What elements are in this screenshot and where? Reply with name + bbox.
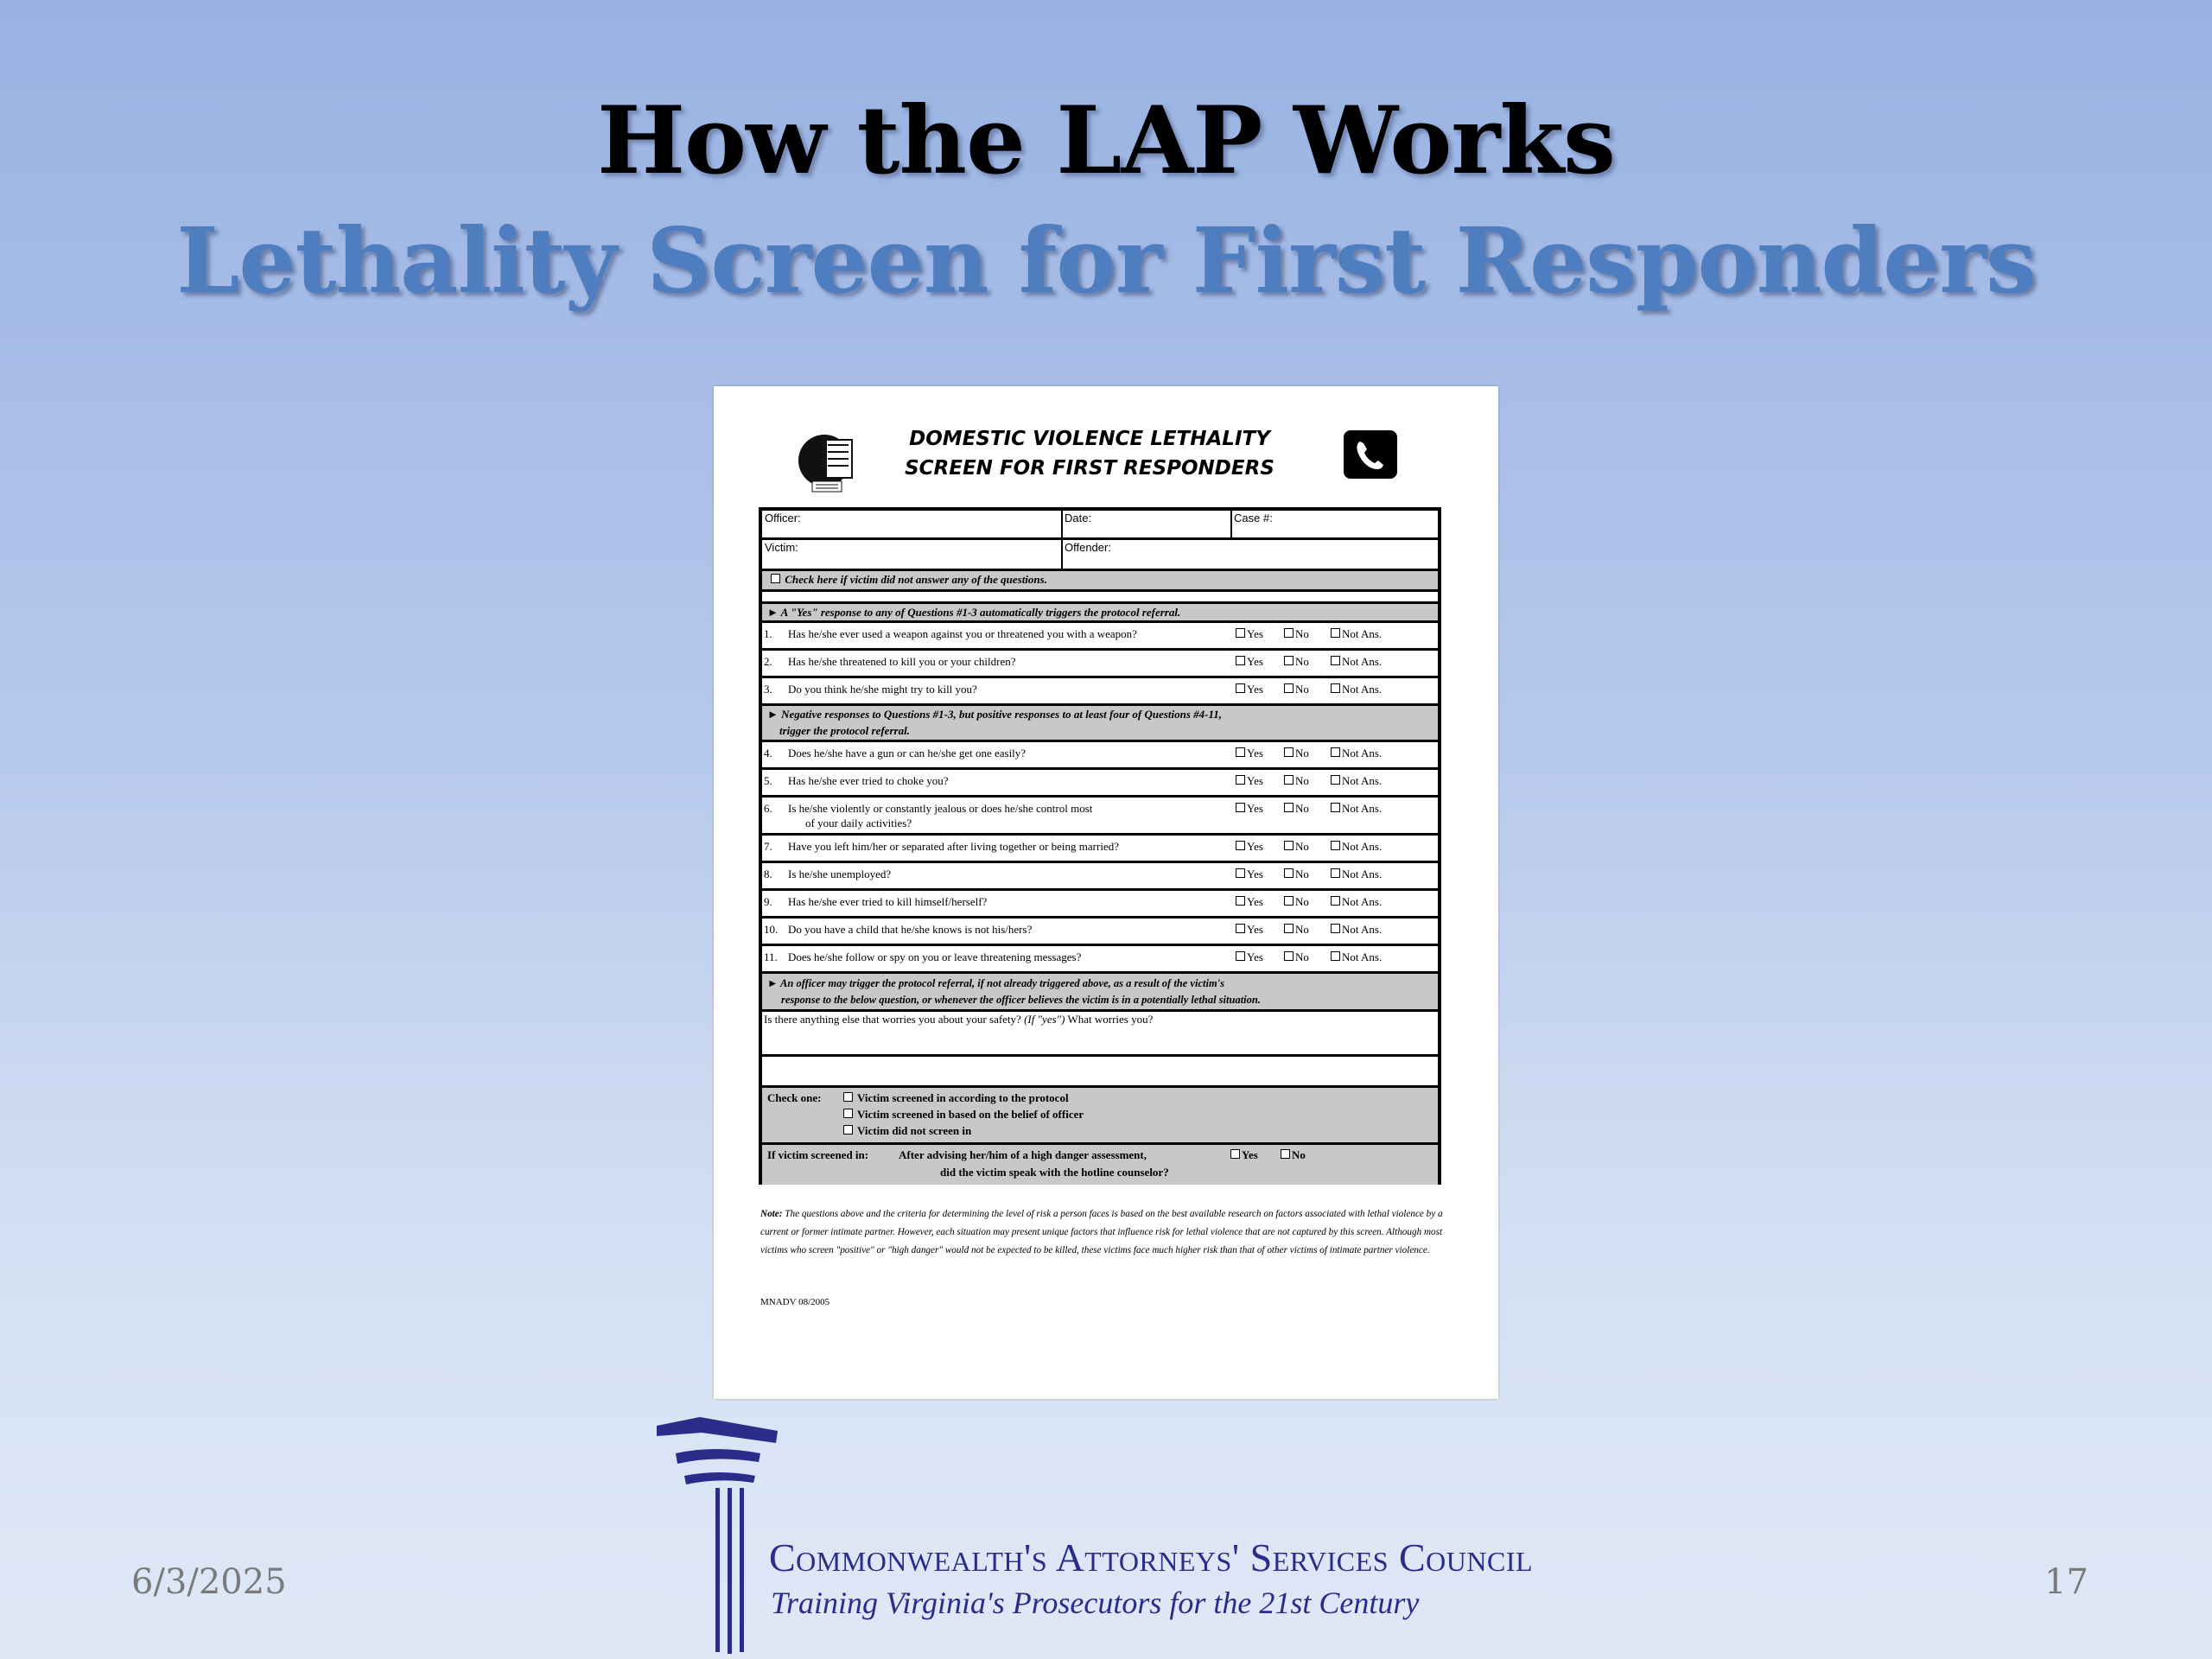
question-text: Have you left him/her or separated after living together or being married? (788, 840, 1119, 853)
answer-option-no[interactable] (1284, 627, 1309, 641)
checkbox-icon[interactable] (1284, 803, 1294, 812)
check-one-option-1: Victim screened in according to the protocol (857, 1091, 1069, 1104)
form-title-line2: SCREEN FOR FIRST RESPONDERS (905, 457, 1274, 480)
checkbox-icon[interactable] (1331, 683, 1340, 693)
answer-option-label: Not Ans. (1342, 868, 1382, 880)
checkbox-icon[interactable] (1331, 775, 1340, 785)
question-number: 7. (764, 840, 772, 853)
answer-option-no[interactable] (1284, 683, 1309, 696)
answer-option-label: Not Ans. (1342, 747, 1382, 760)
form-title-line1: DOMESTIC VIOLENCE LETHALITY (909, 428, 1270, 450)
form-title (887, 424, 1293, 483)
question-text: Has he/she ever tried to kill himself/herself? (788, 895, 988, 908)
question-row (762, 623, 1438, 651)
answer-option-label: Yes (1247, 774, 1263, 787)
question-row (762, 918, 1438, 946)
screened-in-q-line2: did the victim speak with the hotline counselor? (940, 1166, 1169, 1179)
checkbox-icon[interactable] (1236, 775, 1245, 785)
checkbox-icon[interactable] (1284, 924, 1294, 933)
checkbox-icon[interactable] (1331, 841, 1340, 850)
answer-option-label: No (1295, 747, 1309, 760)
checkbox-icon[interactable] (1236, 841, 1245, 850)
answer-option-yes[interactable] (1236, 627, 1263, 641)
checkbox-icon[interactable] (1331, 868, 1340, 878)
answer-option-not-ans[interactable] (1331, 950, 1382, 964)
worries-row (762, 1012, 1438, 1057)
question-text: Does he/she follow or spy on you or leave threatening messages? (788, 950, 1082, 963)
answer-option-yes[interactable] (1236, 683, 1263, 696)
answer-option-not-ans[interactable] (1331, 774, 1382, 788)
screened-in-q-line1: After advising her/him of a high danger assessment, (899, 1148, 1147, 1161)
question-row (762, 770, 1438, 798)
checkbox-icon[interactable] (1331, 951, 1340, 961)
screened-in-row (762, 1145, 1438, 1185)
checkbox-icon[interactable] (1284, 683, 1294, 693)
no-answer-text: Check here if victim did not answer any of the questions. (785, 573, 1047, 586)
question-number: 2. (764, 655, 772, 668)
answer-option-not-ans[interactable] (1331, 683, 1382, 696)
checkbox-icon[interactable] (1331, 896, 1340, 906)
phone-icon (1343, 429, 1398, 480)
answer-option-label: Not Ans. (1342, 840, 1382, 853)
slide-date: 6/3/2025 (131, 1562, 287, 1602)
answer-option-yes[interactable] (1236, 655, 1263, 669)
org-name: Commonwealth's Attorneys' Services Council (769, 1535, 1534, 1580)
question-number: 1. (764, 627, 772, 640)
form-footer-code: MNADV 08/2005 (760, 1297, 830, 1307)
form-row-victim (762, 540, 1438, 571)
answer-option-label: Yes (1247, 627, 1263, 640)
answer-option-label: Not Ans. (1342, 774, 1382, 787)
section3-header: ► An officer may trigger the protocol referral, if not already triggered above, as a result of the victim's response to the below question, or whenever the officer believes the victim is in a potentially lethal situation. (762, 974, 1438, 1012)
question-number: 3. (764, 683, 772, 696)
question-row (762, 863, 1438, 891)
section3-header-line1: An officer may trigger the protocol referral, if not already triggered above, as a result of the victim's (780, 977, 1225, 989)
question-text: Has he/she threatened to kill you or your children? (788, 655, 1016, 668)
checkbox-icon[interactable] (1236, 747, 1245, 757)
answer-option-not-ans[interactable] (1331, 895, 1382, 909)
slide-subtitle: Lethality Screen for First Responders (176, 207, 2036, 314)
answer-option-no[interactable] (1284, 868, 1309, 881)
answer-option-label: Yes (1247, 655, 1263, 668)
answer-option-label: No (1295, 627, 1309, 640)
checkbox-icon[interactable] (1236, 683, 1245, 693)
checkbox-icon[interactable] (1236, 924, 1245, 933)
checkbox-icon[interactable] (1284, 775, 1294, 785)
checkbox-icon[interactable] (1284, 896, 1294, 906)
question-text: Do you think he/she might try to kill you? (788, 683, 977, 696)
section2-header-line2: trigger the protocol referral. (779, 724, 910, 737)
officer-label: Officer: (765, 512, 801, 524)
section2-header-line1: Negative responses to Questions #1-3, but positive responses to at least four of Questions #4-11, (781, 708, 1223, 721)
answer-option-label: Not Ans. (1342, 950, 1382, 963)
check-one-option-2: Victim screened in based on the belief of officer (857, 1108, 1084, 1121)
answer-option-label: No (1295, 683, 1309, 696)
question-text: Do you have a child that he/she knows is not his/hers? (788, 923, 1033, 936)
answer-option-label: Yes (1247, 895, 1263, 908)
checkbox-icon[interactable] (1284, 747, 1294, 757)
answer-option-not-ans[interactable] (1331, 868, 1382, 881)
question-number: 11. (764, 950, 778, 963)
question-number: 6. (764, 802, 772, 815)
answer-option-label: No (1295, 950, 1309, 963)
answer-option-label: No (1295, 895, 1309, 908)
answer-option-label: No (1295, 802, 1309, 815)
answer-option-not-ans[interactable] (1331, 747, 1382, 760)
column-pillar-logo-icon (650, 1414, 779, 1659)
slide-page-number: 17 (2044, 1562, 2088, 1602)
answer-option-no[interactable] (1284, 895, 1309, 909)
answer-option-label: Yes (1247, 802, 1263, 815)
answer-option-yes[interactable] (1236, 747, 1263, 760)
answer-option-not-ans[interactable] (1331, 627, 1382, 641)
answer-option-yes[interactable] (1236, 950, 1263, 964)
answer-option-label: Yes (1247, 868, 1263, 880)
checkbox-icon[interactable] (1284, 868, 1294, 878)
screened-no: No (1292, 1148, 1306, 1161)
note-label: Note: (760, 1209, 783, 1219)
question-text-line2: of your daily activities? (805, 817, 912, 830)
lethality-screen-form-image (714, 386, 1498, 1399)
answer-option-not-ans[interactable] (1331, 923, 1382, 937)
question-text: Has he/she ever tried to choke you? (788, 774, 949, 787)
answer-option-label: Not Ans. (1342, 627, 1382, 640)
answer-option-not-ans[interactable] (1331, 840, 1382, 854)
checkbox-icon[interactable] (1331, 924, 1340, 933)
checkbox-icon[interactable] (1284, 656, 1294, 665)
question-number: 8. (764, 868, 772, 880)
answer-option-label: Yes (1247, 747, 1263, 760)
checkbox-icon[interactable] (1236, 656, 1245, 665)
form-row-officer (762, 511, 1438, 540)
worries-what: What worries you? (1067, 1013, 1154, 1026)
screened-in-label: If victim screened in: (767, 1148, 869, 1161)
checkbox-icon[interactable] (1236, 868, 1245, 878)
answer-option-yes[interactable] (1236, 802, 1263, 816)
question-text: Does he/she have a gun or can he/she get one easily? (788, 747, 1027, 760)
answer-option-no[interactable] (1284, 747, 1309, 760)
answer-option-not-ans[interactable] (1331, 802, 1382, 816)
answer-option-yes[interactable] (1236, 923, 1263, 937)
answer-option-no[interactable] (1284, 802, 1309, 816)
org-tagline: Training Virginia's Prosecutors for the 21st Century (771, 1586, 1420, 1620)
question-number: 5. (764, 774, 772, 787)
worries-if-yes: (If "yes") (1024, 1013, 1065, 1026)
mnadv-logo-icon (793, 428, 861, 495)
answer-option-label: No (1295, 923, 1309, 936)
question-row (762, 946, 1438, 974)
checkbox-icon[interactable] (1284, 628, 1294, 638)
question-text: Has he/she ever used a weapon against you or threatened you with a weapon? (788, 627, 1137, 640)
screened-yes: Yes (1242, 1148, 1258, 1161)
answer-option-not-ans[interactable] (1331, 655, 1382, 669)
victim-label: Victim: (765, 541, 798, 554)
checkbox-icon[interactable] (1236, 803, 1245, 812)
answer-option-label: Yes (1247, 950, 1263, 963)
checkbox-icon[interactable] (1236, 628, 1245, 638)
question-row (762, 651, 1438, 678)
answer-option-yes[interactable] (1236, 868, 1263, 881)
check-one-row (762, 1088, 1438, 1145)
note-text: The questions above and the criteria for determining the level of risk a person faces is based on the best available research on factors associated with lethal violence by a current or former intimate partner. However, each situation may present unique factors that influence risk for lethal violence that are not captured by this screen. Although most victims who screen "positive" or "high danger" would not be expected to be killed, these victims face much higher risk than that of other victims of intimate partner violence. (760, 1209, 1443, 1255)
section3-header-line2: response to the below question, or whenever the officer believes the victim is in a potentially lethal situation. (781, 994, 1261, 1006)
answer-option-yes[interactable] (1236, 840, 1263, 854)
question-row (762, 891, 1438, 918)
question-row (762, 678, 1438, 706)
answer-option-yes[interactable] (1236, 895, 1263, 909)
answer-option-label: No (1295, 655, 1309, 668)
check-one-label: Check one: (767, 1091, 822, 1104)
answer-option-label: Not Ans. (1342, 895, 1382, 908)
answer-option-label: Yes (1247, 683, 1263, 696)
checkbox-icon[interactable] (1331, 747, 1340, 757)
question-number: 4. (764, 747, 772, 760)
checkbox-icon[interactable] (1331, 656, 1340, 665)
checkbox-icon[interactable] (1331, 803, 1340, 812)
question-number: 10. (764, 923, 779, 936)
question-row (762, 836, 1438, 863)
form-note (760, 1205, 1452, 1260)
answer-option-no[interactable] (1284, 774, 1309, 788)
worries-answer-row (762, 1057, 1438, 1088)
question-text: Is he/she violently or constantly jealous or does he/she control most (788, 802, 1093, 815)
checkbox-icon[interactable] (1236, 896, 1245, 906)
answer-option-label: Not Ans. (1342, 683, 1382, 696)
form-row-no-answer (762, 571, 1438, 592)
check-one-option-3: Victim did not screen in (857, 1124, 972, 1137)
checkbox-icon[interactable] (1331, 628, 1340, 638)
offender-label: Offender: (1065, 541, 1111, 554)
checkbox-icon[interactable] (1236, 951, 1245, 961)
question-number: 9. (764, 895, 772, 908)
slide-title: How the LAP Works (597, 86, 1615, 195)
answer-option-yes[interactable] (1236, 774, 1263, 788)
answer-option-no[interactable] (1284, 950, 1309, 964)
answer-option-label: No (1295, 868, 1309, 880)
answer-option-label: Not Ans. (1342, 923, 1382, 936)
answer-option-label: Not Ans. (1342, 802, 1382, 815)
screening-form-table (759, 507, 1441, 1185)
form-row-spacer (762, 592, 1438, 604)
checkbox-icon[interactable] (1284, 841, 1294, 850)
answer-option-label: Yes (1247, 923, 1263, 936)
question-text: Is he/she unemployed? (788, 868, 892, 880)
answer-option-no[interactable] (1284, 655, 1309, 669)
answer-option-label: Yes (1247, 840, 1263, 853)
answer-option-label: No (1295, 840, 1309, 853)
section1-header-text: A "Yes" response to any of Questions #1-3 automatically triggers the protocol referral. (780, 606, 1181, 619)
answer-option-label: Not Ans. (1342, 655, 1382, 668)
answer-option-no[interactable] (1284, 923, 1309, 937)
case-label: Case #: (1234, 512, 1273, 524)
checkbox-icon[interactable] (1284, 951, 1294, 961)
worries-question: Is there anything else that worries you about your safety? (764, 1013, 1021, 1026)
section1-header: ► A "Yes" response to any of Questions #1-3 automatically triggers the protocol referral. (762, 604, 1438, 623)
question-row (762, 742, 1438, 770)
answer-option-no[interactable] (1284, 840, 1309, 854)
question-row (762, 798, 1438, 836)
date-label: Date: (1065, 512, 1092, 524)
answer-option-label: No (1295, 774, 1309, 787)
section2-header: ► Negative responses to Questions #1-3, but positive responses to at least four of Questions #4-11, trigger the protocol referral. (762, 706, 1438, 742)
